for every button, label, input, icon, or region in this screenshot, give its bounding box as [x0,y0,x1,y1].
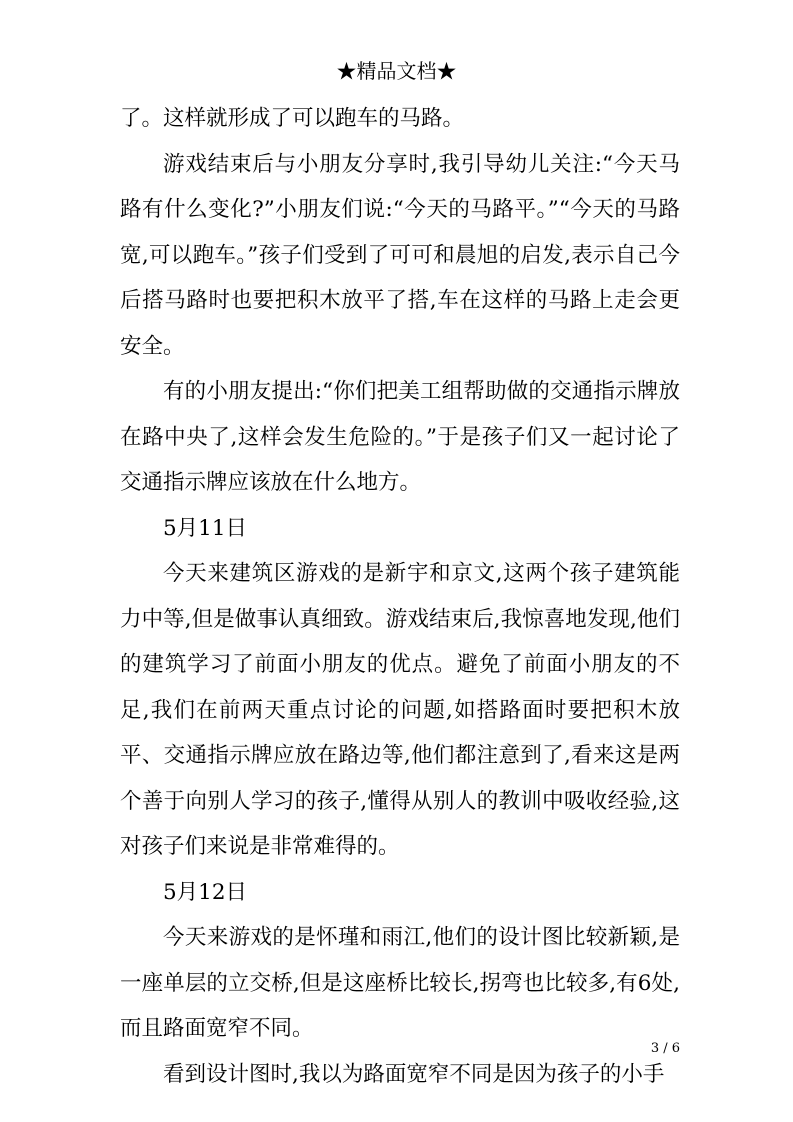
paragraph-traffic-sign: 有的小朋友提出:“你们把美工组帮助做的交通指示牌放在路中央了,这样会发生危险的。”于是孩子们又一起讨论了交通指示牌应该放在什么地方。 [120,379,680,495]
document-body [120,96,680,1097]
page-number: 3 / 6 [650,1041,680,1056]
date-heading-may-11: 5月11日 [163,515,248,541]
page-header: ★精品文档★ [336,59,457,83]
paragraph-sharing: 游戏结束后与小朋友分享时,我引导幼儿关注:“今天马路有什么变化?”小朋友们说:“今天的马路平。”“今天的马路宽,可以跑车。”孩子们受到了可可和晨旭的启发,表示自己今后搭马路时也要把积木放平了搭,车在这样的马路上走会更安全。 [120,151,680,359]
paragraph-continuation: 了。这样就形成了可以跑车的马路。 [120,106,465,131]
paragraph-design-observation: 看到设计图时,我以为路面宽窄不同是因为孩子的小手 [163,1061,665,1087]
paragraph-may-12: 今天来游戏的是怀瑾和雨江,他们的设计图比较新颖,是一座单层的立交桥,但是这座桥比较长,拐弯也比较多,有6处,而且路面宽窄不同。 [120,925,680,1041]
date-heading-may-12: 5月12日 [163,879,248,905]
paragraph-may-11: 今天来建筑区游戏的是新宇和京文,这两个孩子建筑能力中等,但是做事认真细致。游戏结束后,我惊喜地发现,他们的建筑学习了前面小朋友的优点。避免了前面小朋友的不足,我们在前两天重点讨论的问题,如搭路面时要把积木放平、交通指示牌应放在路边等,他们都注意到了,看来这是两个善于向别人学习的孩子,懂得从别人的教训中吸收经验,这对孩子们来说是非常难得的。 [120,561,680,859]
